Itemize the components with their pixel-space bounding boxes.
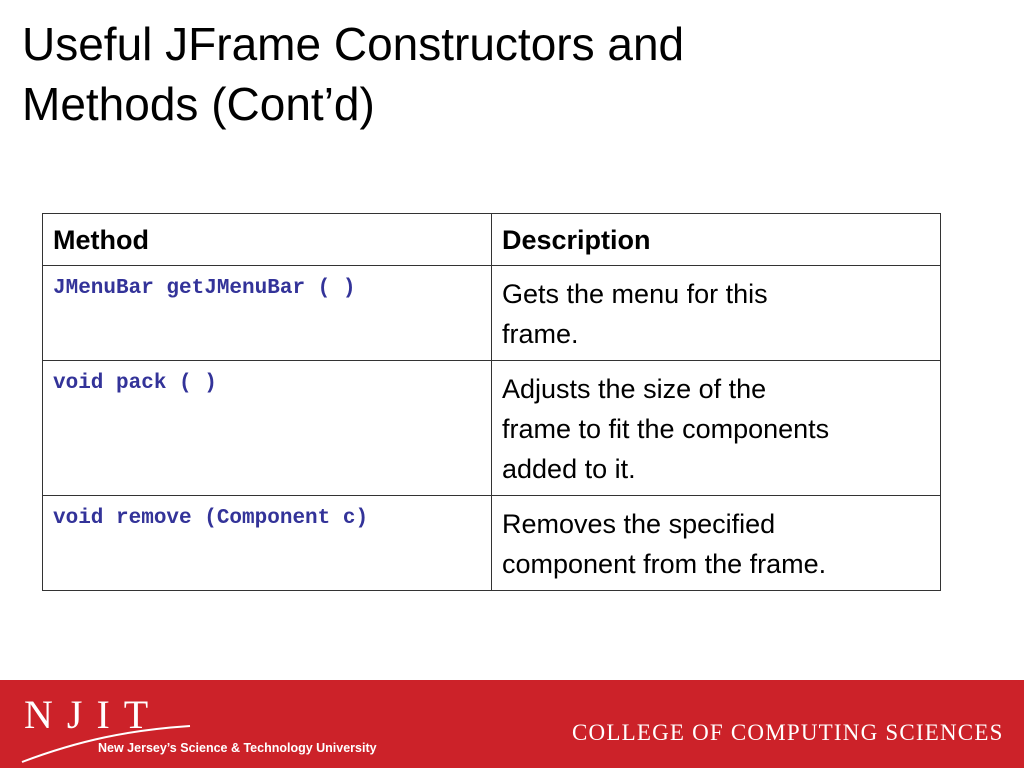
description-line: Gets the menu for this xyxy=(502,279,768,309)
method-cell: JMenuBar getJMenuBar ( ) xyxy=(43,266,492,361)
header-description: Description xyxy=(492,214,941,266)
table-row xyxy=(43,361,941,496)
header-method: Method xyxy=(43,214,492,266)
description-line: added to it. xyxy=(502,454,636,484)
description-line: Removes the specified xyxy=(502,509,776,539)
slide-title xyxy=(22,14,982,134)
college-name: COLLEGE OF COMPUTING SCIENCES xyxy=(572,720,1004,745)
description-line: Adjusts the size of the xyxy=(502,374,767,404)
description-cell xyxy=(492,266,941,361)
methods-table xyxy=(42,213,941,591)
table-row xyxy=(43,496,941,591)
table-header-row xyxy=(43,214,941,266)
description-cell xyxy=(492,361,941,496)
table-row xyxy=(43,266,941,361)
description-line: component from the frame. xyxy=(502,549,827,579)
njit-logo-tagline: New Jersey’s Science & Technology University xyxy=(98,741,377,755)
method-cell: void pack ( ) xyxy=(43,361,492,496)
slide-title-line-1: Useful JFrame Constructors and xyxy=(22,18,685,70)
method-cell: void remove (Component c) xyxy=(43,496,492,591)
njit-logo xyxy=(20,692,390,764)
description-line: frame. xyxy=(502,319,579,349)
slide-title-line-2: Methods (Cont’d) xyxy=(22,78,375,130)
njit-logo-wordmark: NJIT xyxy=(24,692,163,737)
description-line: frame to fit the components xyxy=(502,414,830,444)
description-cell xyxy=(492,496,941,591)
